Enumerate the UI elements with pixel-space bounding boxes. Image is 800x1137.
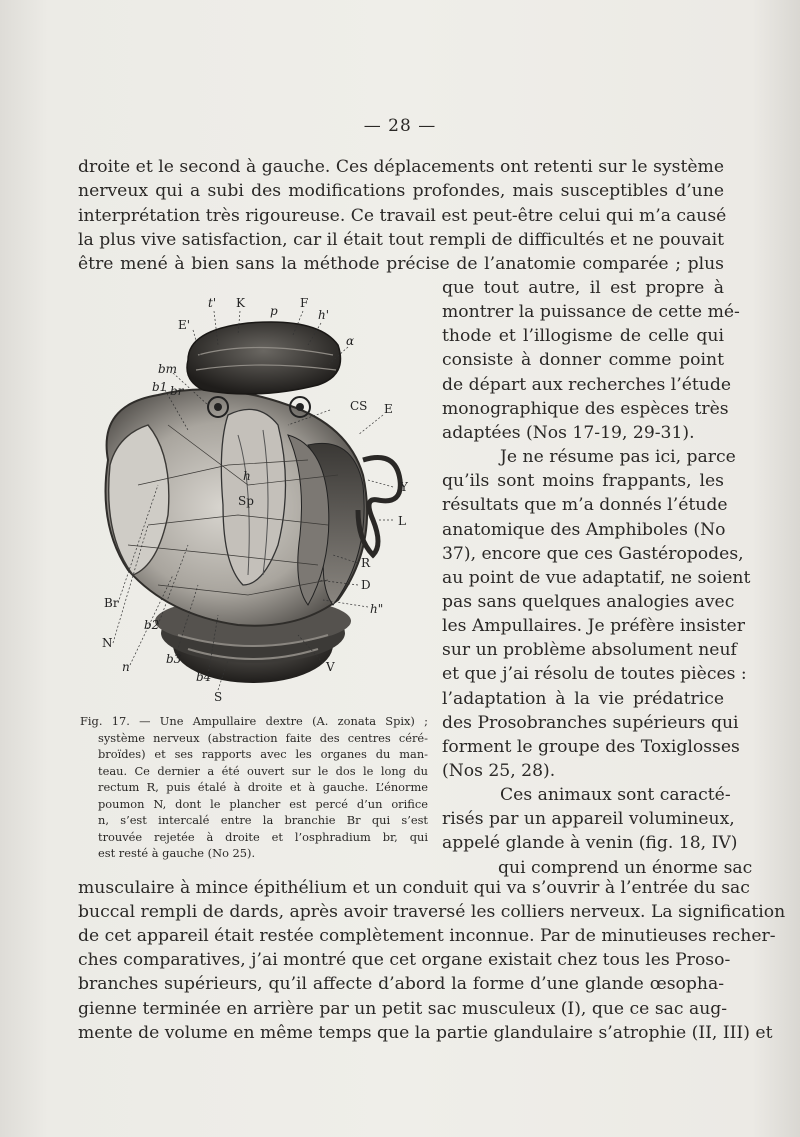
text-line: des Prosobranches supérieurs qui [442, 712, 739, 733]
text-line: que tout autre, il est propre à [442, 278, 724, 298]
caption-line: Fig. 17. — Une Ampullaire dextre (A. zonata Spix) ; [80, 714, 428, 728]
label-CS: CS [350, 399, 368, 413]
label-E: E [384, 402, 393, 416]
text-line: au point de vue adaptatif, ne soient [442, 567, 751, 588]
label-D: D [361, 578, 371, 592]
text-line: l’adaptation à la vie prédatrice [442, 688, 724, 709]
label-n: n [122, 660, 130, 674]
label-Br: Br [104, 596, 119, 610]
label-N: N [102, 636, 113, 650]
text-line: de départ aux recherches l’étude [442, 374, 732, 395]
label-h-prime: h' [318, 308, 330, 322]
text-line: interprétation très rigoureuse. Ce travail est peut-être celui qui m’a causé [78, 205, 727, 226]
text-line: sur un problème absolument neuf [442, 640, 737, 661]
text-line: pas sans quelques analogies avec [442, 591, 735, 612]
label-p: p [270, 304, 278, 318]
text-line: risés par un appareil volumineux, [442, 809, 735, 830]
label-b2: b2 [144, 618, 160, 632]
label-V: V [326, 660, 335, 674]
caption-line: poumon N, dont le plancher est percé d’un orifice [98, 796, 428, 811]
caption-line: rectum R, puis étalé à droite et à gauche. L’énorme [98, 780, 428, 794]
label-E-prime: E' [178, 318, 191, 332]
text-line: Ces animaux sont caracté- [500, 785, 731, 806]
label-L: L [398, 514, 406, 528]
label-t-prime: t' [208, 296, 217, 310]
text-line: mente de volume en même temps que la partie glandulaire s’atrophie (II, III) et [78, 1022, 773, 1043]
text-line: être mené à bien sans la méthode précise de l’anatomie comparée ; plus [78, 254, 724, 275]
text-line: monographique des espèces très [442, 398, 729, 419]
label-b3: b3 [166, 652, 182, 666]
label-br: br [170, 384, 184, 398]
caption-line: est resté à gauche (No 25). [98, 846, 256, 860]
label-R: R [361, 556, 371, 570]
text-line: adaptées (Nos 17-19, 29-31). [442, 422, 695, 443]
label-Sp: Sp [238, 494, 254, 508]
text-line: ches comparatives, j’ai montré que cet organe existait chez tous les Proso- [78, 950, 731, 971]
caption-line: teau. Ce dernier a été ouvert sur le dos le long du [98, 763, 428, 778]
text-line: qui comprend un énorme sac [498, 857, 753, 878]
text-line: anatomique des Amphiboles (No [442, 519, 726, 540]
text-line: nerveux qui a subi des modifications profondes, mais susceptibles d’une [78, 181, 724, 202]
text-line: montrer la puissance de cette mé- [442, 302, 740, 323]
text-line: gienne terminée en arrière par un petit sac musculeux (I), que ce sac aug- [78, 998, 728, 1019]
figure-ampullaria-dissection [78, 285, 438, 710]
label-F: F [300, 296, 309, 310]
label-b1: b1 [152, 380, 168, 394]
text-line: consiste à donner comme point [442, 350, 724, 371]
text-line: la plus vive satisfaction, car il était tout rempli de difficultés et ne pouvait [78, 229, 724, 250]
text-line: 37), encore que ces Gastéropodes, [442, 543, 744, 564]
text-line: (Nos 25, 28). [442, 761, 556, 781]
label-h-double: h" [370, 602, 384, 616]
text-line: musculaire à mince épithélium et un conduit qui va s’ouvrir à l’entrée du sac [78, 878, 750, 898]
label-b4: b4 [196, 670, 212, 684]
text-line: thode et l’illogisme de celle qui [442, 326, 724, 347]
label-S: S [214, 690, 223, 704]
caption-line: n, s’est intercalé entre la branchie Br qui s’est [98, 813, 428, 827]
text-line: les Ampullaires. Je préfère insister [442, 616, 745, 637]
caption-line: broïdes) et ses rapports avec les organes du man- [98, 747, 428, 761]
text-line: branches supérieurs, qu’il affecte d’abord la forme d’une glande œsopha- [78, 974, 724, 995]
label-h: h [243, 469, 251, 483]
text-line: forment le groupe des Toxiglosses [442, 736, 740, 757]
text-line: droite et le second à gauche. Ces déplacements ont retenti sur le système [78, 157, 724, 177]
text-line: de cet appareil était restée complètement inconnue. Par de minutieuses recher- [78, 926, 776, 947]
figure-caption [80, 713, 428, 862]
text-line: qu’ils sont moins frappants, les [442, 471, 724, 492]
anatomical-illustration [78, 285, 438, 710]
text-line: résultats que m’a donnés l’étude [442, 495, 728, 516]
text-line: Je ne résume pas ici, parce [500, 447, 736, 468]
text-line: appelé glande à venin (fig. 18, IV) [442, 833, 738, 854]
page-number: — 28 — [363, 116, 437, 136]
text-line: buccal rempli de dards, après avoir traversé les colliers nerveux. La signification [78, 902, 786, 923]
label-Y: Y [400, 480, 408, 494]
text-line: et que j’ai résolu de toutes pièces : [442, 664, 747, 685]
caption-line: trouvée rejetée à droite et l’osphradium br, qui [98, 829, 428, 844]
caption-line: système nerveux (abstraction faite des centres céré- [98, 730, 428, 745]
label-bm: bm [158, 362, 178, 376]
label-alpha: α [346, 334, 355, 348]
label-K: K [236, 296, 245, 310]
